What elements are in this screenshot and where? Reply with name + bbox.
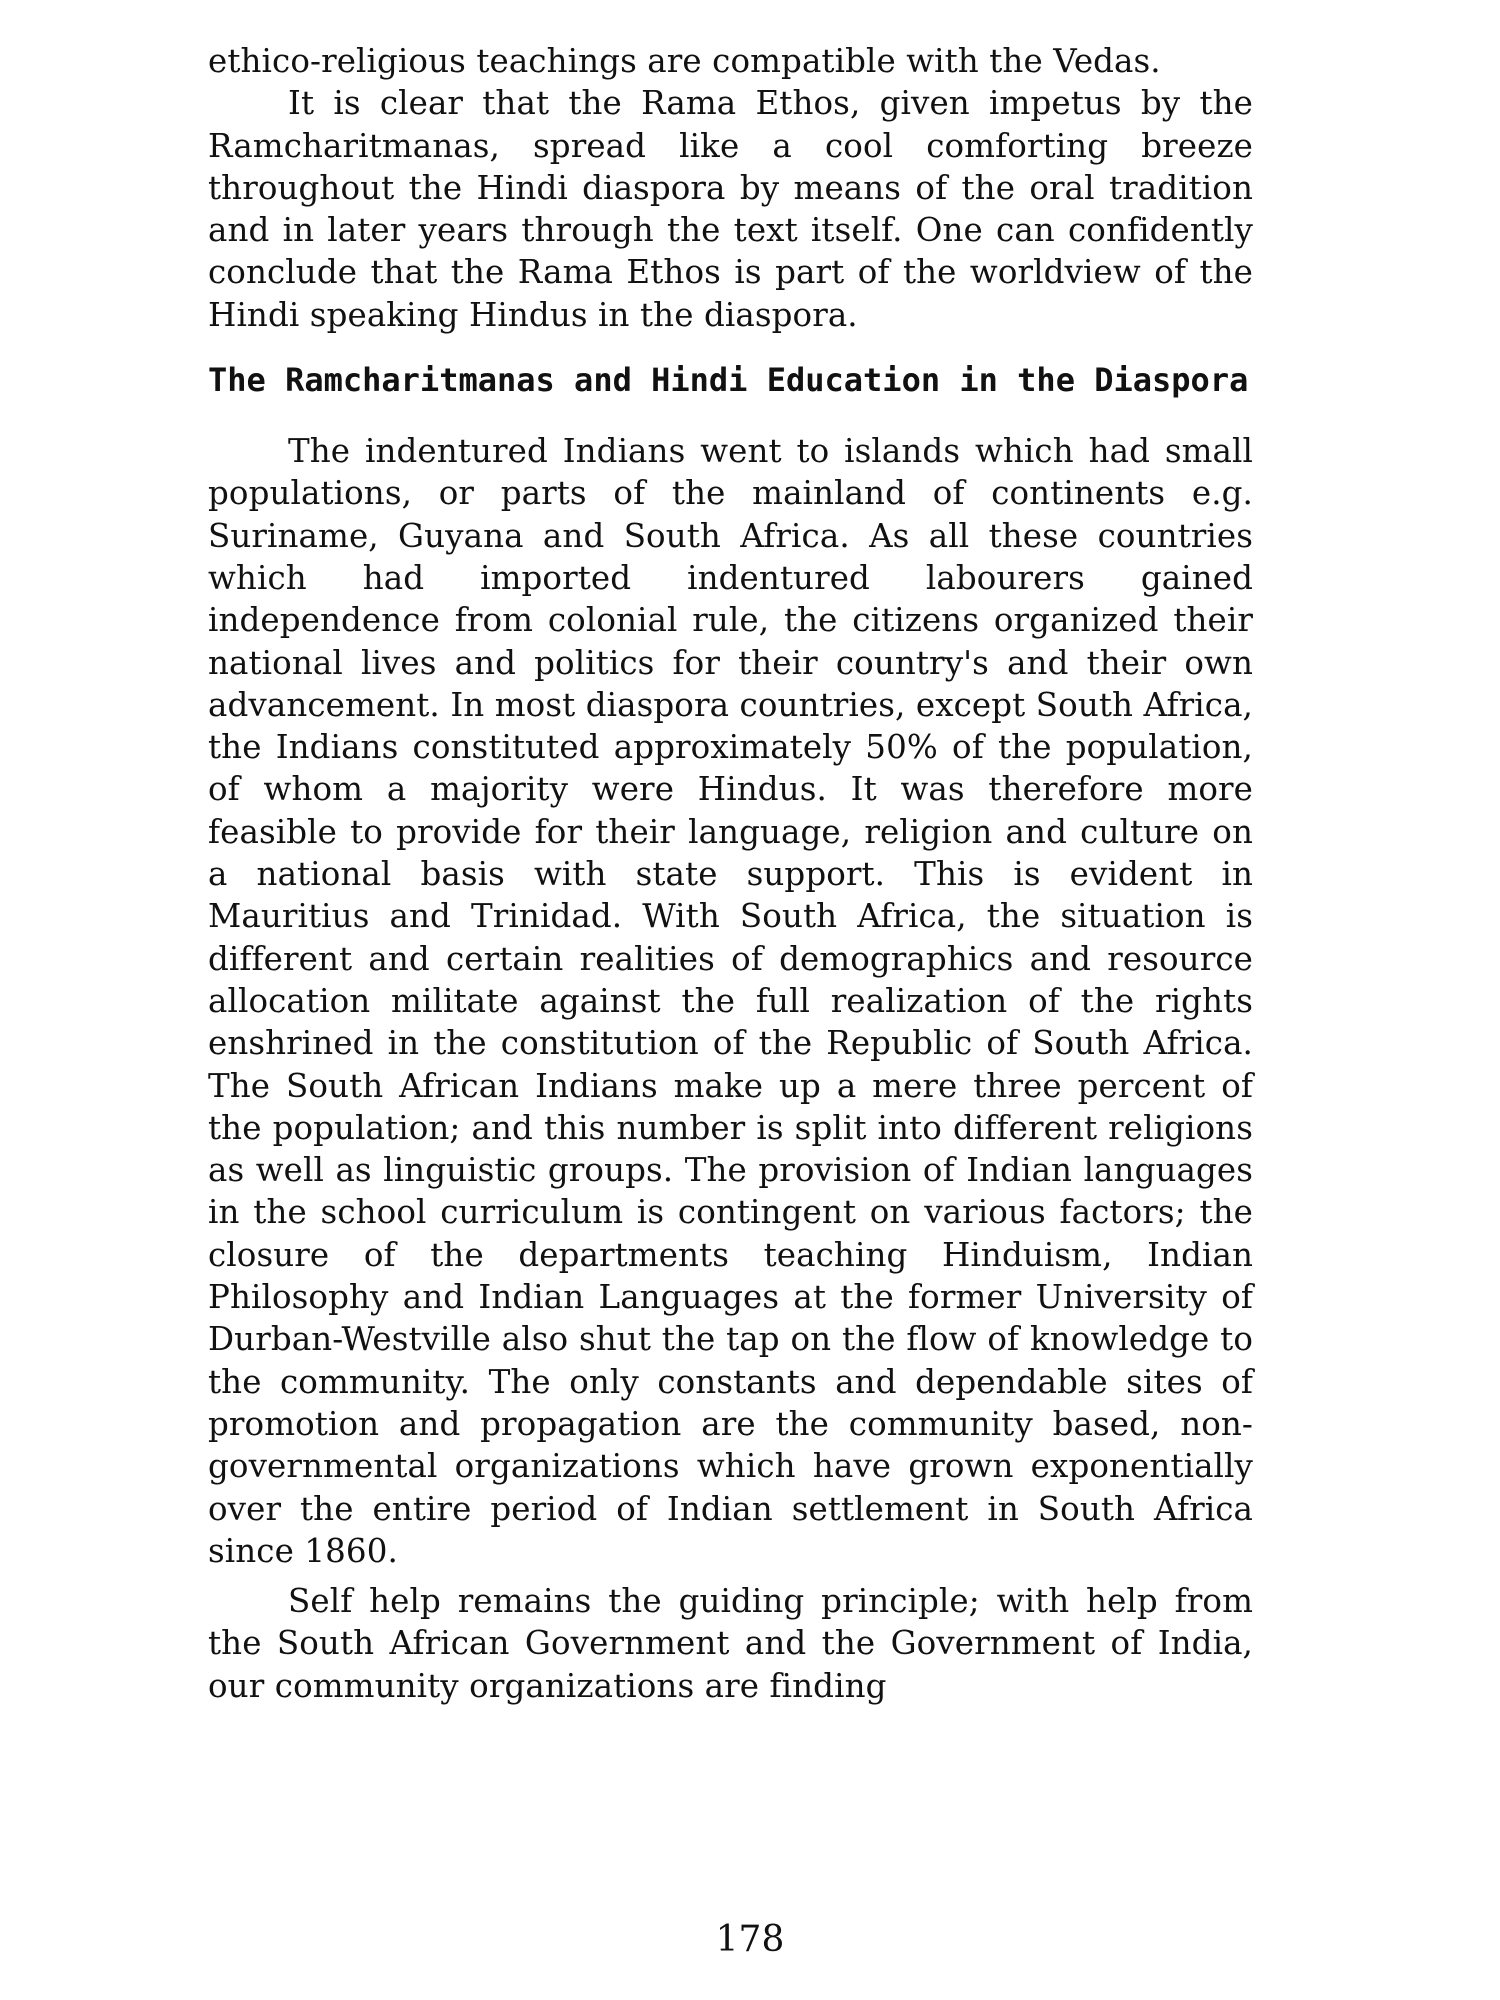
paragraph-continuation: ethico-religious teachings are compatible with the Vedas. (208, 42, 1161, 80)
paragraph-indentured-indians: The indentured Indians went to islands which had small populations, or parts of the mainland of continents e.g. Suriname, Guyana and South Africa. As all these countries which had imported indentured labourers gained independence from colonial rule, the citizens organized their national lives and politics for their country's and their own advancement. In most diaspora countries, except South Africa, the Indians constituted approximately 50% of the population, of whom a majority were Hindus. It was therefore more feasible to provide for their language, religion and culture on a national basis with state support. This is evident in Mauritius and Trinidad. With South Africa, the situation is different and certain realities of demographics and resource allocation militate against the full realization of the rights enshrined in the constitution of the Republic of South Africa. The South African Indians make up a mere three percent of the population; and this number is split into different religions as well as linguistic groups. The provision of Indian languages in the school curriculum is contingent on various factors; the closure of the departments teaching Hinduism, Indian Philosophy and Indian Languages at the former University of Durban-Westville also shut the tap on the flow of knowledge to the community. The only constants and dependable sites of promotion and propagation are the community based, non-governmental organizations which have grown exponentially over the entire period of Indian settlement in South Africa since 1860. (208, 432, 1253, 1570)
page-number: 178 (715, 1919, 785, 1960)
page-body (208, 40, 1253, 1707)
paragraph-rama-ethos: It is clear that the Rama Ethos, given impetus by the Ramcharitmanas, spread like a cool comforting breeze throughout the Hindi diaspora by means of the oral tradition and in later years through the text itself. One can confidently conclude that the Rama Ethos is part of the worldview of the Hindi speaking Hindus in the diaspora. (208, 84, 1253, 334)
section-heading: The Ramcharitmanas and Hindi Education in the Diaspora (208, 361, 1249, 400)
paragraph-self-help: Self help remains the guiding principle; with help from the South African Government and the Government of India, our community organizations are finding (208, 1582, 1253, 1705)
